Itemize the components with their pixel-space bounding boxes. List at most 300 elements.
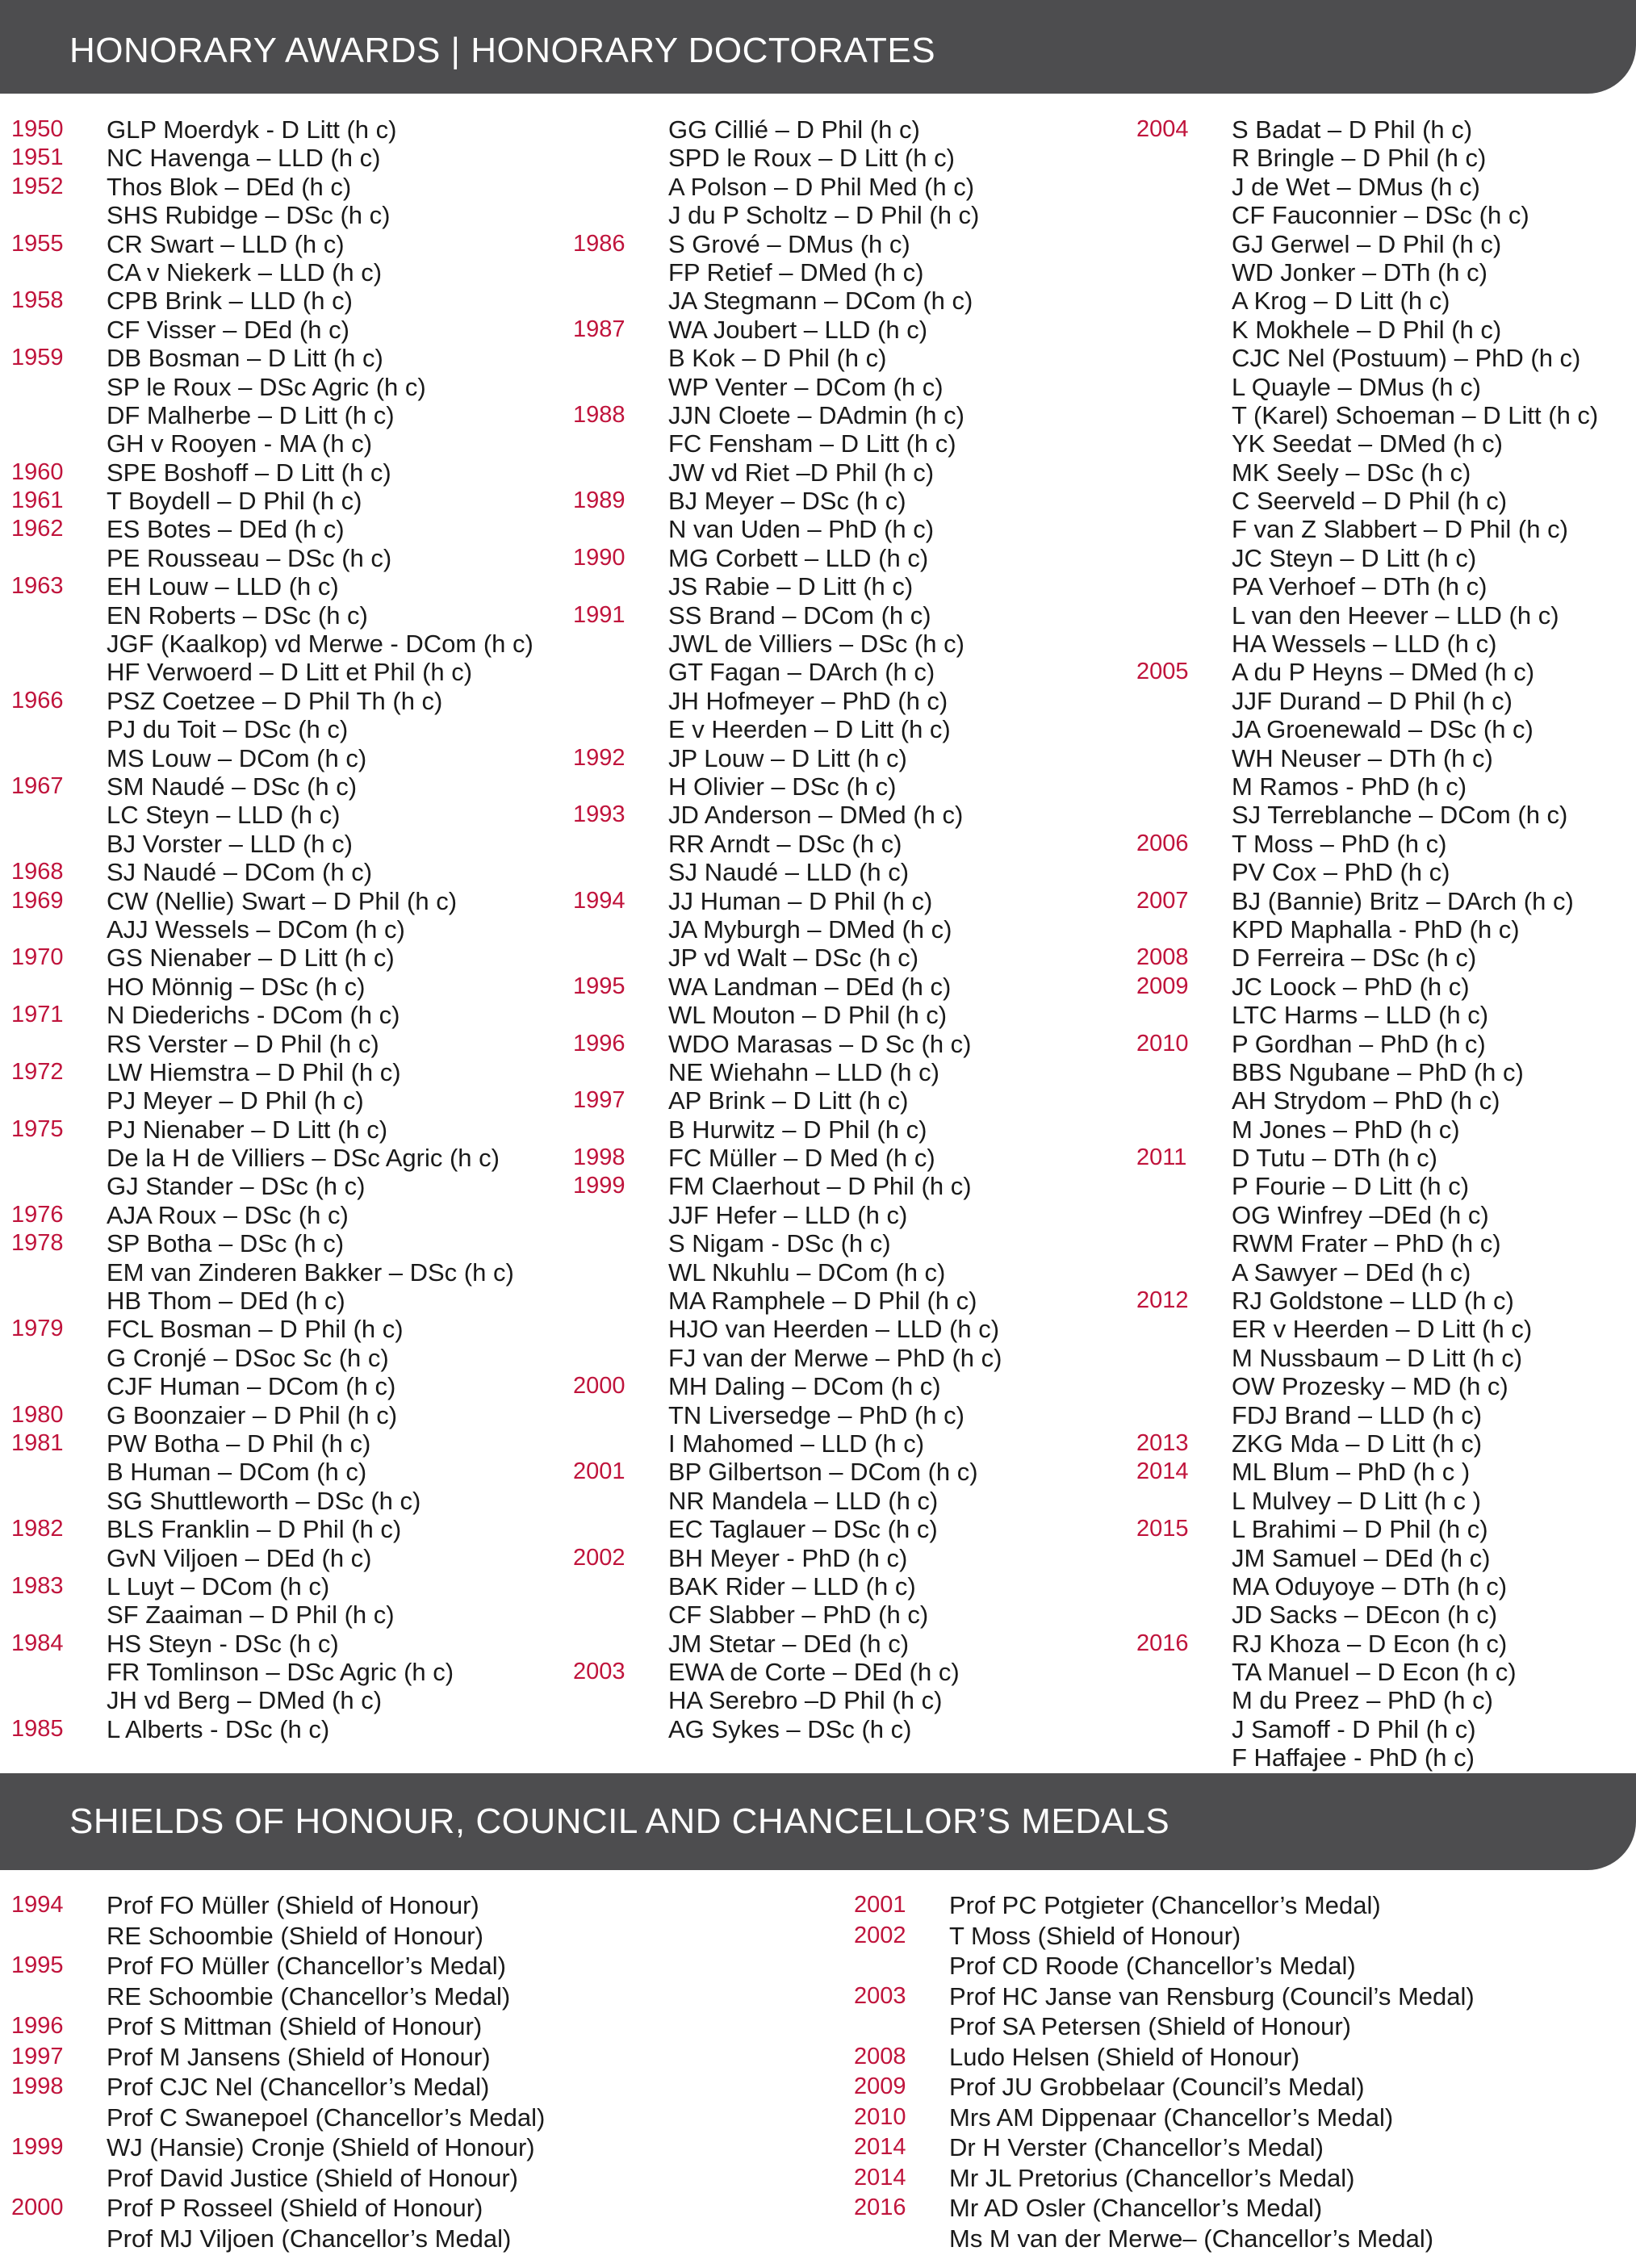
award-entry <box>11 258 568 287</box>
award-recipient: ES Botes – DEd (h c) <box>107 515 345 544</box>
doctorates-column-3 <box>1136 115 1629 1772</box>
award-recipient: D Ferreira – DSc (h c) <box>1232 944 1477 973</box>
award-year: 1960 <box>11 458 64 485</box>
award-entry <box>573 715 1130 743</box>
award-recipient: SJ Naudé – DCom (h c) <box>107 858 373 887</box>
award-year: 1998 <box>11 2073 64 2099</box>
award-recipient: Prof HC Janse van Rensburg (Council’s Medal) <box>949 1981 1475 2011</box>
award-recipient: C Seerveld – D Phil (h c) <box>1232 487 1508 516</box>
award-year <box>11 1144 107 1172</box>
award-year: 1978 <box>11 1230 64 1257</box>
award-recipient: Mr JL Pretorius (Chancellor’s Medal) <box>949 2163 1355 2192</box>
award-entry <box>11 1981 843 2012</box>
award-recipient: Thos Blok – DEd (h c) <box>107 172 352 201</box>
award-recipient: WL Nkuhlu – DCom (h c) <box>668 1257 946 1287</box>
award-year <box>1136 630 1232 658</box>
award-year <box>11 630 107 658</box>
award-year <box>11 1658 107 1686</box>
award-year <box>1136 1572 1232 1601</box>
award-recipient: L Brahimi – D Phil (h c) <box>1232 1515 1488 1544</box>
award-recipient: FC Müller – D Med (h c) <box>668 1144 935 1173</box>
award-year <box>11 2103 107 2133</box>
award-recipient: F van Z Slabbert – D Phil (h c) <box>1232 515 1568 544</box>
award-year <box>11 373 107 401</box>
award-entry <box>573 1030 1130 1058</box>
award-recipient: L Quayle – DMus (h c) <box>1232 372 1481 401</box>
award-year <box>1136 744 1232 772</box>
award-year <box>11 1287 107 1315</box>
award-entry <box>573 1201 1130 1229</box>
award-recipient: SG Shuttleworth – DSc (h c) <box>107 1486 421 1515</box>
award-year: 1988 <box>573 401 626 428</box>
award-year <box>573 429 668 458</box>
award-recipient: DB Bosman – D Litt (h c) <box>107 344 383 373</box>
award-recipient: ZKG Mda – D Litt (h c) <box>1232 1429 1483 1458</box>
award-year <box>854 1951 949 1981</box>
award-recipient: L Luyt – DCom (h c) <box>107 1571 330 1601</box>
award-year <box>11 1030 107 1058</box>
award-recipient: M Ramos - PhD (h c) <box>1232 772 1467 801</box>
award-recipient: S Badat – D Phil (h c) <box>1232 115 1473 144</box>
award-year <box>573 687 668 715</box>
award-recipient: PA Verhoef – DTh (h c) <box>1232 572 1487 601</box>
award-entry <box>573 401 1130 429</box>
award-recipient: GJ Stander – DSc (h c) <box>107 1172 366 1201</box>
award-year: 1990 <box>573 544 626 571</box>
award-year <box>1136 715 1232 743</box>
award-entry <box>11 2072 843 2103</box>
award-entry <box>1136 1344 1629 1372</box>
award-year <box>573 1401 668 1429</box>
award-recipient: SS Brand – DCom (h c) <box>668 600 931 630</box>
award-recipient: M Jones – PhD (h c) <box>1232 1115 1460 1144</box>
award-entry <box>1136 487 1629 515</box>
award-entry <box>1136 1601 1629 1629</box>
award-recipient: Ms M van der Merwe– (Chancellor’s Medal) <box>949 2224 1434 2253</box>
award-recipient: GS Nienaber – D Litt (h c) <box>107 944 395 973</box>
award-entry <box>573 1372 1130 1400</box>
award-entry <box>11 1515 568 1543</box>
award-entry <box>854 1890 1629 1921</box>
award-recipient: BBS Ngubane – PhD (h c) <box>1232 1057 1524 1086</box>
award-recipient: ML Blum – PhD (h c ) <box>1232 1458 1471 1487</box>
award-entry <box>573 1344 1130 1372</box>
award-recipient: SPD le Roux – D Litt (h c) <box>668 144 955 173</box>
award-year: 2014 <box>1136 1458 1189 1485</box>
award-year <box>573 1258 668 1287</box>
award-recipient: Prof CD Roode (Chancellor’s Medal) <box>949 1952 1356 1980</box>
award-entry <box>573 1458 1130 1486</box>
award-year <box>11 1487 107 1515</box>
award-year <box>1136 1258 1232 1287</box>
award-entry <box>11 1951 843 1981</box>
award-year <box>573 201 668 229</box>
award-recipient: HB Thom – DEd (h c) <box>107 1287 345 1316</box>
award-entry <box>573 1144 1130 1172</box>
award-year <box>1136 1315 1232 1343</box>
award-recipient: I Mahomed – LLD (h c) <box>668 1429 925 1458</box>
award-entry <box>11 2163 843 2194</box>
medals-column-2 <box>854 1890 1629 2253</box>
award-year: 1950 <box>11 116 64 142</box>
award-recipient: RS Verster – D Phil (h c) <box>107 1029 379 1058</box>
award-recipient: D Tutu – DTh (h c) <box>1232 1144 1437 1173</box>
award-entry <box>854 2163 1629 2194</box>
award-entry <box>854 2193 1629 2224</box>
award-year <box>1136 687 1232 715</box>
award-year <box>11 201 107 229</box>
award-entry <box>11 1458 568 1486</box>
award-entry <box>11 744 568 772</box>
award-year: 2009 <box>854 2073 906 2099</box>
award-entry <box>1136 1115 1629 1144</box>
award-entry <box>573 1001 1130 1029</box>
award-year: 2010 <box>1136 1030 1189 1057</box>
award-year: 2014 <box>854 2134 906 2160</box>
award-entry <box>11 887 568 915</box>
award-entry <box>11 1115 568 1144</box>
award-year: 1996 <box>573 1030 626 1057</box>
award-entry <box>573 173 1130 201</box>
award-year: 2001 <box>854 1892 906 1918</box>
award-entry <box>1136 515 1629 543</box>
award-recipient: B Human – DCom (h c) <box>107 1458 367 1487</box>
award-year <box>1136 858 1232 886</box>
award-entry <box>11 801 568 829</box>
award-recipient: HO Mönnig – DSc (h c) <box>107 972 366 1001</box>
award-year: 2000 <box>573 1373 626 1400</box>
award-recipient: BAK Rider – LLD (h c) <box>668 1571 916 1601</box>
award-entry <box>1136 458 1629 487</box>
award-recipient: JWL de Villiers – DSc (h c) <box>668 630 964 659</box>
award-recipient: AJJ Wessels – DCom (h c) <box>107 914 405 944</box>
award-entry <box>11 173 568 201</box>
award-recipient: S Grové – DMus (h c) <box>668 229 910 258</box>
award-recipient: J de Wet – DMus (h c) <box>1232 172 1480 201</box>
award-year: 1995 <box>573 973 626 999</box>
award-entry <box>1136 258 1629 287</box>
award-recipient: S Nigam - DSc (h c) <box>668 1229 891 1258</box>
award-entry <box>11 1287 568 1315</box>
award-recipient: CW (Nellie) Swart – D Phil (h c) <box>107 886 458 915</box>
award-recipient: PJ Nienaber – D Litt (h c) <box>107 1115 388 1144</box>
award-recipient: RE Schoombie (Shield of Honour) <box>107 1921 483 1950</box>
award-year <box>1136 772 1232 801</box>
award-year <box>11 429 107 458</box>
award-year <box>11 1258 107 1287</box>
award-recipient: EC Taglauer – DSc (h c) <box>668 1515 938 1544</box>
award-recipient: LTC Harms – LLD (h c) <box>1232 1001 1489 1030</box>
award-entry <box>573 1086 1130 1115</box>
award-recipient: Mr AD Osler (Chancellor’s Medal) <box>949 2194 1323 2222</box>
award-entry <box>11 201 568 229</box>
award-entry <box>573 687 1130 715</box>
award-recipient: EM van Zinderen Bakker – DSc (h c) <box>107 1257 514 1287</box>
award-entry <box>573 630 1130 658</box>
award-entry <box>11 973 568 1001</box>
award-entry <box>11 2103 843 2133</box>
award-year: 1982 <box>11 1516 64 1542</box>
award-entry <box>573 1258 1130 1287</box>
award-year <box>573 1429 668 1458</box>
award-entry <box>573 858 1130 886</box>
award-year <box>11 1344 107 1372</box>
award-year <box>1136 1229 1232 1257</box>
award-entry <box>11 1487 568 1515</box>
award-recipient: TA Manuel – D Econ (h c) <box>1232 1658 1517 1687</box>
award-entry <box>1136 1229 1629 1257</box>
award-entry <box>854 1921 1629 1952</box>
award-year <box>11 1686 107 1714</box>
award-entry <box>1136 1401 1629 1429</box>
award-recipient: B Hurwitz – D Phil (h c) <box>668 1115 927 1144</box>
award-year <box>1136 487 1232 515</box>
award-recipient: A Polson – D Phil Med (h c) <box>668 172 975 201</box>
award-recipient: AH Strydom – PhD (h c) <box>1232 1086 1500 1115</box>
award-recipient: PE Rousseau – DSc (h c) <box>107 543 392 572</box>
award-year <box>573 944 668 972</box>
award-year <box>1136 1544 1232 1572</box>
award-recipient: Prof FO Müller (Chancellor’s Medal) <box>107 1952 507 1980</box>
award-recipient: LW Hiemstra – D Phil (h c) <box>107 1057 401 1086</box>
award-year: 2013 <box>1136 1429 1189 1456</box>
award-entry <box>573 515 1130 543</box>
award-year <box>1136 1401 1232 1429</box>
award-year: 1958 <box>11 287 64 314</box>
award-entry <box>573 1115 1130 1144</box>
award-year: 1989 <box>573 487 626 514</box>
award-recipient: L Alberts - DSc (h c) <box>107 1714 330 1743</box>
award-year <box>1136 316 1232 344</box>
award-year <box>573 1601 668 1629</box>
award-year <box>11 1601 107 1629</box>
award-recipient: CF Slabber – PhD (h c) <box>668 1601 929 1630</box>
award-entry <box>11 544 568 572</box>
award-recipient: WL Mouton – D Phil (h c) <box>668 1001 948 1030</box>
award-recipient: T Boydell – D Phil (h c) <box>107 487 362 516</box>
award-recipient: SHS Rubidge – DSc (h c) <box>107 201 391 230</box>
award-year <box>573 1630 668 1658</box>
award-recipient: A du P Heyns – DMed (h c) <box>1232 658 1535 687</box>
award-entry <box>573 1515 1130 1543</box>
award-entry <box>1136 1572 1629 1601</box>
award-year: 1995 <box>11 1952 64 1978</box>
award-recipient: RJ Khoza – D Econ (h c) <box>1232 1629 1508 1658</box>
award-year <box>11 601 107 630</box>
award-recipient: JP Louw – D Litt (h c) <box>668 743 907 772</box>
award-recipient: MA Oduyoye – DTh (h c) <box>1232 1571 1508 1601</box>
award-recipient: BP Gilbertson – DCom (h c) <box>668 1458 978 1487</box>
award-entry <box>11 515 568 543</box>
award-entry <box>854 2224 1629 2254</box>
award-entry <box>573 1172 1130 1200</box>
award-entry <box>11 1144 568 1172</box>
award-entry <box>11 1601 568 1629</box>
award-entry <box>11 144 568 172</box>
award-entry <box>573 1487 1130 1515</box>
award-recipient: JA Myburgh – DMed (h c) <box>668 914 952 944</box>
award-year: 2012 <box>1136 1287 1189 1314</box>
award-year: 1955 <box>11 230 64 257</box>
award-recipient: P Gordhan – PhD (h c) <box>1232 1029 1486 1058</box>
award-entry <box>11 2042 843 2073</box>
award-recipient: FM Claerhout – D Phil (h c) <box>668 1172 972 1201</box>
award-recipient: FC Fensham – D Litt (h c) <box>668 429 956 458</box>
award-recipient: SJ Naudé – LLD (h c) <box>668 858 910 887</box>
award-year: 1975 <box>11 1115 64 1142</box>
award-recipient: RJ Goldstone – LLD (h c) <box>1232 1287 1514 1316</box>
award-entry <box>1136 173 1629 201</box>
award-recipient: Prof CJC Nel (Chancellor’s Medal) <box>107 2073 490 2101</box>
award-recipient: MA Ramphele – D Phil (h c) <box>668 1287 977 1316</box>
award-recipient: JM Stetar – DEd (h c) <box>668 1629 910 1658</box>
award-recipient: JJF Hefer – LLD (h c) <box>668 1200 908 1229</box>
award-year <box>1136 230 1232 258</box>
award-entry <box>1136 1544 1629 1572</box>
award-recipient: Prof PC Potgieter (Chancellor’s Medal) <box>949 1891 1381 1919</box>
award-recipient: Prof David Justice (Shield of Honour) <box>107 2163 519 2192</box>
award-recipient: PJ Meyer – D Phil (h c) <box>107 1086 364 1115</box>
award-recipient: WDO Marasas – D Sc (h c) <box>668 1029 972 1058</box>
award-entry <box>573 915 1130 944</box>
award-recipient: CJC Nel (Postuum) – PhD (h c) <box>1232 344 1581 373</box>
award-year: 2016 <box>854 2195 906 2220</box>
award-year: 2005 <box>1136 659 1189 685</box>
award-recipient: SP Botha – DSc (h c) <box>107 1229 345 1258</box>
award-year: 1992 <box>573 744 626 771</box>
award-year: 1951 <box>11 144 64 171</box>
award-year <box>1136 201 1232 229</box>
award-entry <box>11 1058 568 1086</box>
award-entry <box>573 801 1130 829</box>
award-year <box>11 715 107 743</box>
award-entry <box>854 2103 1629 2133</box>
award-year <box>11 1458 107 1486</box>
award-year <box>11 258 107 287</box>
award-recipient: SP le Roux – DSc Agric (h c) <box>107 372 426 401</box>
award-recipient: BJ Vorster – LLD (h c) <box>107 829 353 858</box>
award-recipient: JP vd Walt – DSc (h c) <box>668 944 919 973</box>
award-year <box>11 973 107 1001</box>
award-recipient: BJ (Bannie) Britz – DArch (h c) <box>1232 886 1574 915</box>
award-entry <box>11 344 568 372</box>
award-year <box>1136 1201 1232 1229</box>
award-year <box>11 915 107 944</box>
award-entry <box>11 1086 568 1115</box>
award-year: 1969 <box>11 887 64 914</box>
award-recipient: A Krog – D Litt (h c) <box>1232 287 1450 316</box>
award-entry <box>11 1921 843 1952</box>
award-entry <box>11 1890 843 1921</box>
award-year <box>573 658 668 686</box>
award-entry <box>11 1630 568 1658</box>
award-year <box>573 1487 668 1515</box>
award-entry <box>11 287 568 315</box>
award-entry <box>11 115 568 144</box>
award-entry <box>1136 1686 1629 1714</box>
award-entry <box>573 1630 1130 1658</box>
award-year <box>1136 515 1232 543</box>
award-year <box>573 1058 668 1086</box>
award-year <box>573 144 668 172</box>
award-year: 1993 <box>573 801 626 828</box>
award-recipient: CA v Niekerk – LLD (h c) <box>107 257 383 287</box>
award-entry <box>854 2042 1629 2073</box>
award-year <box>11 830 107 858</box>
award-recipient: SM Naudé – DSc (h c) <box>107 772 358 801</box>
award-recipient: JW vd Riet –D Phil (h c) <box>668 458 935 487</box>
award-year: 2011 <box>1136 1144 1187 1171</box>
award-recipient: NC Havenga – LLD (h c) <box>107 144 381 173</box>
award-entry <box>1136 287 1629 315</box>
award-recipient: JD Sacks – DEcon (h c) <box>1232 1601 1498 1630</box>
award-recipient: GJ Gerwel – D Phil (h c) <box>1232 229 1502 258</box>
award-entry <box>573 830 1130 858</box>
award-entry <box>854 1951 1629 1981</box>
award-entry <box>11 915 568 944</box>
award-entry <box>11 487 568 515</box>
award-year <box>1136 258 1232 287</box>
award-entry <box>11 687 568 715</box>
award-year <box>11 744 107 772</box>
award-year: 1980 <box>11 1401 64 1428</box>
award-entry <box>11 601 568 630</box>
award-year <box>1136 1115 1232 1144</box>
award-year <box>573 458 668 487</box>
award-year <box>1136 1715 1232 1743</box>
award-year <box>1136 287 1232 315</box>
award-year <box>573 1229 668 1257</box>
award-recipient: LC Steyn – LLD (h c) <box>107 801 341 830</box>
award-recipient: WD Jonker – DTh (h c) <box>1232 257 1487 287</box>
award-recipient: CF Visser – DEd (h c) <box>107 315 349 344</box>
award-entry <box>1136 1144 1629 1172</box>
award-entry <box>573 544 1130 572</box>
award-recipient: EN Roberts – DSc (h c) <box>107 600 368 630</box>
award-recipient: WH Neuser – DTh (h c) <box>1232 743 1493 772</box>
award-entry <box>573 201 1130 229</box>
award-entry <box>573 287 1130 315</box>
award-year <box>1136 601 1232 630</box>
award-recipient: JJ Human – D Phil (h c) <box>668 886 933 915</box>
award-year <box>573 830 668 858</box>
award-recipient: CJF Human – DCom (h c) <box>107 1372 396 1401</box>
award-year <box>573 1001 668 1029</box>
award-year <box>11 544 107 572</box>
award-entry <box>573 1058 1130 1086</box>
award-year <box>573 858 668 886</box>
award-year <box>1136 344 1232 372</box>
doctorates-banner <box>0 0 1636 94</box>
award-entry <box>1136 801 1629 829</box>
award-year <box>573 515 668 543</box>
award-recipient: PV Cox – PhD (h c) <box>1232 858 1450 887</box>
award-year <box>573 915 668 944</box>
award-entry <box>1136 1058 1629 1086</box>
award-year: 1952 <box>11 173 64 199</box>
award-recipient: GvN Viljoen – DEd (h c) <box>107 1543 372 1572</box>
award-recipient: N van Uden – PhD (h c) <box>668 515 935 544</box>
award-entry <box>573 772 1130 801</box>
award-entry <box>573 973 1130 1001</box>
award-recipient: Dr H Verster (Chancellor’s Medal) <box>949 2133 1324 2161</box>
award-recipient: N Diederichs - DCom (h c) <box>107 1001 400 1030</box>
award-recipient: J du P Scholtz – D Phil (h c) <box>668 201 980 230</box>
award-recipient: SJ Terreblanche – DCom (h c) <box>1232 801 1568 830</box>
award-entry <box>1136 401 1629 429</box>
award-year <box>1136 1058 1232 1086</box>
award-year: 1987 <box>573 316 626 342</box>
